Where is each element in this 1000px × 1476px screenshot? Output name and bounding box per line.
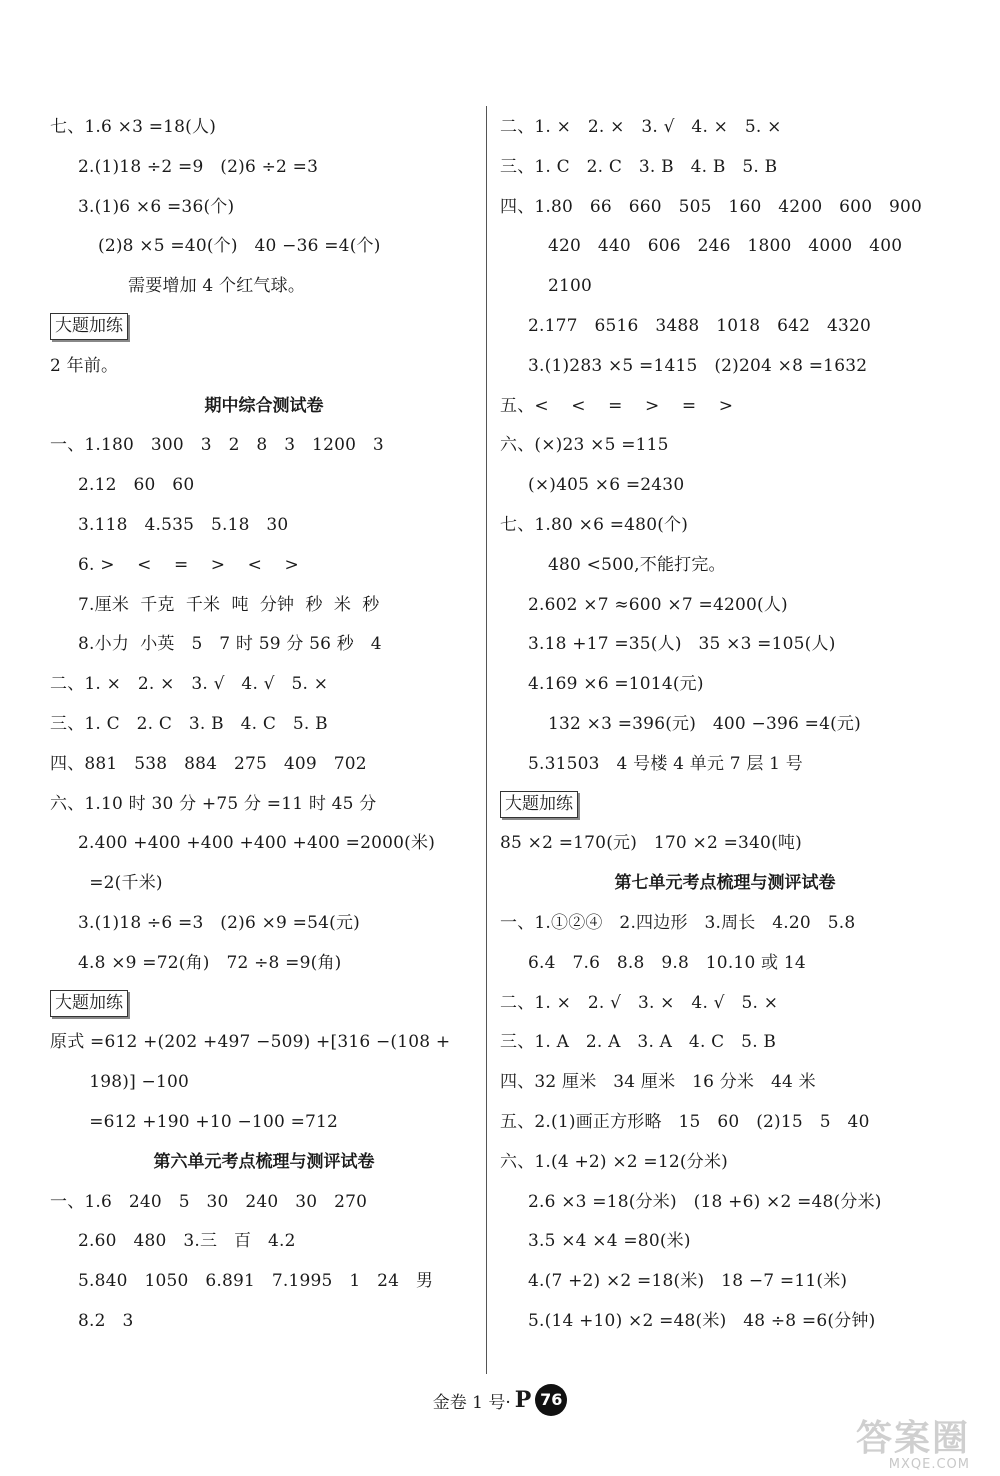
practice-box-label: 大题加练 [500, 791, 578, 818]
answer-line: 四、881 538 884 275 409 702 [50, 753, 367, 774]
left-column [50, 108, 478, 1342]
answer-line: 2.60 480 3.三 百 4.2 [78, 1231, 296, 1252]
answer-line: 5.840 1050 6.891 7.1995 1 24 男 [78, 1271, 434, 1292]
answer-line: 六、1.10 时 30 分 +75 分 =11 时 45 分 [50, 793, 377, 814]
answer-line: 7.厘米 千克 千米 吨 分钟 秒 米 秒 [78, 594, 380, 615]
answer-line: 6. > < = > < > [78, 554, 299, 575]
answer-line: 132 ×3 =396(元) 400 −396 =4(元) [548, 713, 861, 734]
answer-line: =612 +190 +10 −100 =712 [78, 1111, 339, 1132]
answer-line: 四、32 厘米 34 厘米 16 分米 44 米 [500, 1072, 816, 1093]
answer-line: 2.177 6516 3488 1018 642 4320 [528, 315, 872, 336]
answer-line: 2 年前。 [50, 355, 119, 376]
answer-line: 六、(×)23 ×5 =115 [500, 435, 669, 456]
answer-line: 85 ×2 =170(元) 170 ×2 =340(吨) [500, 833, 802, 854]
practice-box-label: 大题加练 [50, 313, 128, 340]
page-number-badge: 76 [535, 1384, 567, 1416]
section-heading: 第七单元考点梳理与测评试卷 [614, 873, 836, 894]
watermark [780, 1410, 980, 1472]
answer-line: 8.小力 小英 5 7 时 59 分 56 秒 4 [78, 634, 382, 655]
watermark-logo: 答案圈 [855, 1418, 970, 1459]
answer-line: 2.6 ×3 =18(分米) (18 +6) ×2 =48(分米) [528, 1191, 882, 1212]
answer-line: 3.(1)18 ÷6 =3 (2)6 ×9 =54(元) [78, 912, 360, 933]
watermark-url: MXQE.COM [888, 1457, 970, 1472]
column-divider [486, 106, 487, 1374]
answer-line: 一、1.6 240 5 30 240 30 270 [50, 1191, 368, 1212]
section-heading: 第六单元考点梳理与测评试卷 [153, 1151, 375, 1172]
answer-line: 3.5 ×4 ×4 =80(米) [528, 1231, 691, 1252]
practice-box-row [50, 984, 478, 1024]
answer-line: 七、1.6 ×3 =18(人) [50, 117, 217, 137]
answer-line: 4.8 ×9 =72(角) 72 ÷8 =9(角) [78, 952, 342, 973]
answer-line: 三、1. C 2. C 3. B 4. C 5. B [50, 713, 328, 734]
answer-line: =2(千米) [78, 873, 163, 894]
answer-line: 七、1.80 ×6 =480(个) [500, 514, 689, 535]
answer-line: 3.18 +17 =35(人) 35 ×3 =105(人) [528, 634, 836, 655]
answer-line: 二、1. × 2. × 3. √ 4. √ 5. × [50, 674, 329, 695]
answer-line: 一、1.180 300 3 2 8 3 1200 3 [50, 435, 384, 456]
answer-line: 2.(1)18 ÷2 =9 (2)6 ÷2 =3 [78, 156, 319, 177]
section-heading: 期中综合测试卷 [204, 395, 324, 416]
answer-line: 6.4 7.6 8.8 9.8 10.10 或 14 [528, 952, 806, 973]
answer-line: 2.400 +400 +400 +400 +400 =2000(米) [78, 833, 436, 854]
answer-line: 3.(1)6 ×6 =36(个) [78, 196, 235, 217]
footer-p-letter: P [514, 1387, 532, 1413]
answer-line: 三、1. A 2. A 3. A 4. C 5. B [500, 1032, 777, 1053]
answer-line: 3.(1)283 ×5 =1415 (2)204 ×8 =1632 [528, 355, 868, 376]
answer-line: 四、1.80 66 660 505 160 4200 600 900 [500, 196, 923, 217]
answer-line: 420 440 606 246 1800 4000 400 [548, 236, 903, 257]
answer-line: 六、1.(4 +2) ×2 =12(分米) [500, 1151, 728, 1172]
footer-label: 金卷 1 号· [432, 1392, 511, 1413]
answer-line: 2100 [548, 276, 593, 297]
answer-line: 五、< < = > = > [500, 395, 734, 416]
practice-box-row [50, 307, 478, 347]
answer-line: 2.602 ×7 ≈600 ×7 =4200(人) [528, 594, 788, 615]
answer-line: 5.31503 4 号楼 4 单元 7 层 1 号 [528, 753, 804, 774]
answer-line: 二、1. × 2. × 3. √ 4. × 5. × [500, 117, 782, 137]
answer-line: 8.2 3 [78, 1310, 134, 1331]
answer-line: 二、1. × 2. √ 3. × 4. √ 5. × [500, 992, 779, 1013]
answer-line: 2.12 60 60 [78, 475, 195, 496]
answer-line: (×)405 ×6 =2430 [528, 475, 685, 496]
answer-line: 4.(7 +2) ×2 =18(米) 18 −7 =11(米) [528, 1271, 848, 1292]
answer-line: 一、1.①②④ 2.四边形 3.周长 4.20 5.8 [500, 912, 856, 933]
answer-line: 五、2.(1)画正方形略 15 60 (2)15 5 40 [500, 1111, 870, 1132]
answer-line: 4.169 ×6 =1014(元) [528, 674, 704, 695]
answer-line: 三、1. C 2. C 3. B 4. B 5. B [500, 156, 778, 177]
answer-line: 5.(14 +10) ×2 =48(米) 48 ÷8 =6(分钟) [528, 1310, 876, 1331]
right-column [500, 108, 950, 1342]
answer-line: 原式 =612 +(202 +497 −509) +[316 −(108 + [50, 1032, 451, 1053]
answer-line: 480 <500,不能打完。 [548, 554, 726, 575]
answer-line: (2)8 ×5 =40(个) 40 −36 =4(个) [98, 236, 381, 257]
answer-line: 3.118 4.535 5.18 30 [78, 514, 289, 535]
practice-box-label: 大题加练 [50, 990, 128, 1017]
practice-box-row [500, 785, 950, 825]
answer-line: 198)] −100 [78, 1072, 190, 1093]
answer-line: 需要增加 4 个红气球。 [128, 276, 306, 297]
